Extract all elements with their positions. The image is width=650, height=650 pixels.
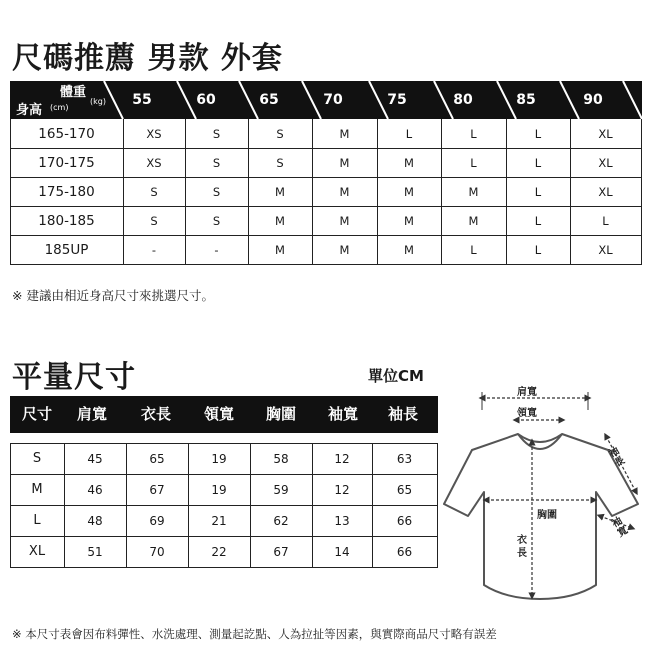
size-cell: M (404, 185, 414, 199)
measure-cell: 21 (211, 514, 227, 528)
size-label: S (32, 451, 42, 466)
size-cell: XL (598, 185, 613, 199)
height-cell: 180-185 (38, 213, 95, 229)
measure-cell: 65 (149, 452, 165, 466)
measure-cell: 13 (334, 514, 350, 528)
size-cell: L (602, 214, 609, 228)
size-cell: M (339, 156, 350, 170)
size-label: XL (28, 544, 46, 559)
size-cell: M (275, 185, 285, 199)
tshirt-diagram (440, 380, 650, 610)
sleeve-width-label: 袖寬 (610, 515, 630, 540)
collar-label: 領寬 (517, 408, 537, 419)
size-cell: M (404, 156, 414, 170)
size-cell: M (468, 214, 479, 228)
flat-measure-title: 平量尺寸 (12, 360, 136, 395)
size-cell: S (212, 127, 221, 141)
measure-cell: 14 (334, 545, 350, 559)
size-cell: - (214, 243, 219, 257)
size-cell: S (212, 185, 221, 199)
height-cell: 185UP (44, 242, 89, 258)
measure-cell: 19 (211, 452, 227, 466)
size-cell: M (339, 185, 350, 199)
size-cell: XL (598, 127, 613, 141)
measure-cell: 63 (396, 452, 413, 466)
sleeve-length-label: 袖長 (607, 445, 627, 470)
size-recommend-title: 尺碼推薦 男款 外套 (12, 41, 283, 76)
weight-header: 75 (387, 92, 407, 108)
recommend-row (10, 177, 642, 206)
size-cell: M (404, 214, 414, 228)
weight-header: 65 (259, 92, 279, 108)
weight-label: 體重 (60, 85, 87, 100)
chest-label: 胸圍 (537, 510, 557, 521)
weight-header: 85 (516, 92, 536, 108)
column-header: 胸圍 (265, 405, 296, 423)
size-cell: L (534, 127, 542, 141)
measure-cell: 45 (87, 452, 103, 466)
size-cell: XL (598, 156, 613, 170)
size-cell: L (534, 156, 542, 170)
shoulder-label: 肩寬 (517, 387, 537, 398)
weight-header: 90 (583, 92, 603, 108)
measure-cell: 58 (273, 452, 289, 466)
size-cell: L (534, 185, 542, 199)
measure-cell: 66 (396, 514, 413, 528)
measure-cell: 19 (211, 483, 227, 497)
column-header: 領寬 (203, 405, 234, 423)
size-cell: M (275, 214, 285, 228)
measure-cell: 70 (149, 545, 165, 559)
recommend-row (10, 206, 642, 235)
size-cell: S (150, 214, 158, 228)
column-header: 尺寸 (21, 405, 52, 423)
size-cell: L (534, 243, 542, 257)
recommend-row (10, 148, 642, 177)
height-cell: 170-175 (38, 155, 95, 171)
column-header: 衣長 (140, 405, 171, 423)
size-cell: M (404, 243, 414, 257)
column-header: 袖長 (387, 405, 418, 423)
recommend-row (10, 119, 642, 148)
size-cell: S (212, 214, 221, 228)
measure-row (10, 505, 438, 536)
measure-cell: 59 (273, 483, 289, 497)
weight-header: 70 (323, 92, 343, 108)
size-cell: L (534, 214, 542, 228)
size-label: M (31, 482, 43, 497)
measure-cell: 67 (149, 483, 165, 497)
size-cell: - (151, 243, 157, 257)
measure-cell: 12 (334, 452, 350, 466)
weight-unit: (kg) (90, 97, 106, 106)
height-unit: (cm) (50, 103, 69, 112)
measure-row (10, 536, 438, 567)
size-cell: L (470, 156, 477, 170)
recommend-row (10, 235, 642, 264)
measure-cell: 51 (87, 545, 103, 559)
measure-row (10, 474, 438, 505)
size-cell: M (339, 243, 350, 257)
size-cell: M (468, 185, 479, 199)
size-cell: S (276, 156, 284, 170)
measure-cell: 12 (334, 483, 350, 497)
measure-cell: 66 (396, 545, 413, 559)
footer-note: ※ 本尺寸表會因布料彈性、水洗處理、測量起訖點、人為拉扯等因素，與實際商品尺寸略有誤差 (12, 627, 497, 641)
size-cell: L (470, 127, 477, 141)
size-cell: S (276, 127, 284, 141)
measure-row (10, 443, 438, 474)
height-cell: 175-180 (38, 184, 95, 200)
size-cell: M (339, 214, 350, 228)
size-cell: L (470, 243, 477, 257)
measure-cell: 48 (87, 514, 103, 528)
measure-cell: 22 (211, 545, 227, 559)
size-cell: M (275, 243, 285, 257)
weight-header: 55 (132, 92, 152, 108)
measure-cell: 69 (149, 514, 165, 528)
length-label: 衣長 (517, 535, 527, 559)
size-cell: XS (146, 156, 162, 170)
size-cell: M (339, 127, 350, 141)
measure-cell: 65 (396, 483, 413, 497)
measure-cell: 62 (273, 514, 289, 528)
size-cell: XL (598, 243, 613, 257)
size-cell: L (405, 127, 413, 141)
height-label: 身高 (16, 103, 43, 118)
size-cell: S (212, 156, 221, 170)
measure-cell: 46 (87, 483, 103, 497)
size-cell: S (150, 185, 158, 199)
weight-header: 60 (196, 92, 216, 108)
size-cell: XS (146, 127, 162, 141)
recommend-note: ※ 建議由相近身高尺寸來挑選尺寸。 (12, 288, 214, 303)
unit-label: 單位CM (368, 367, 424, 385)
column-header: 袖寬 (327, 405, 358, 423)
measure-cell: 67 (273, 545, 289, 559)
column-header: 肩寬 (76, 405, 107, 423)
height-cell: 165-170 (38, 126, 95, 142)
weight-header: 80 (453, 92, 473, 108)
size-label: L (33, 513, 41, 528)
